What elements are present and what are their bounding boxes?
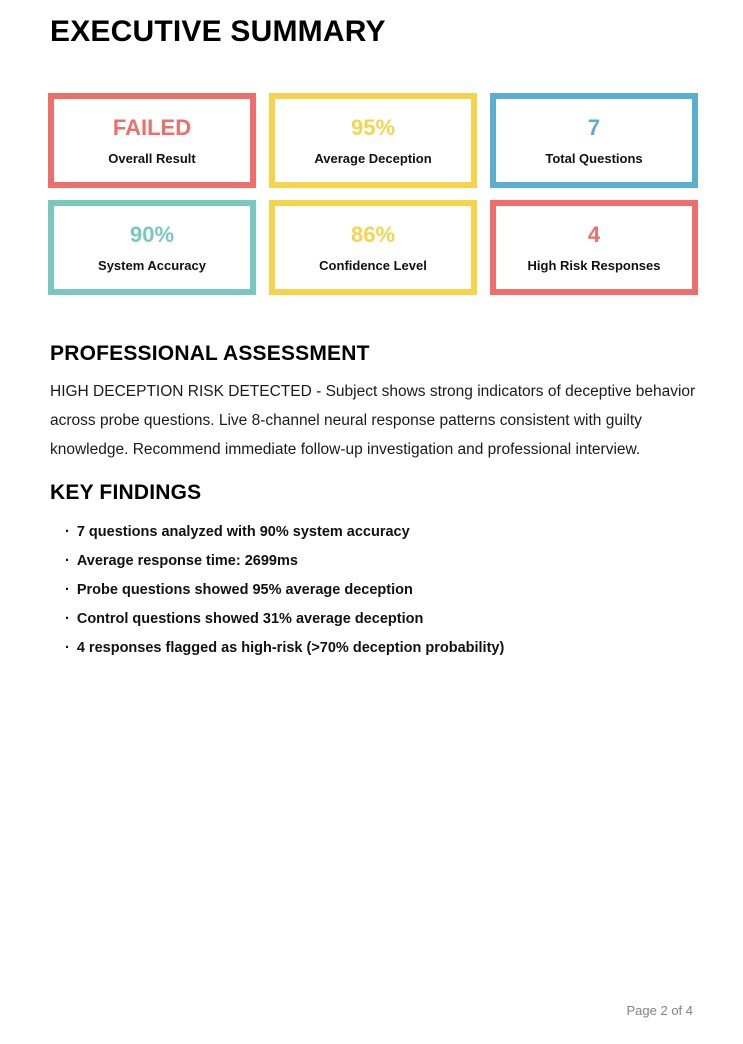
assessment-heading: PROFESSIONAL ASSESSMENT bbox=[50, 342, 370, 365]
stat-value: 86% bbox=[350, 221, 396, 247]
stat-value: 4 bbox=[587, 221, 601, 247]
stat-value: 95% bbox=[350, 114, 396, 140]
stat-label: Overall Result bbox=[108, 150, 196, 166]
stat-value: 90% bbox=[129, 221, 175, 247]
finding-item: · 7 questions analyzed with 90% system accuracy bbox=[65, 518, 685, 547]
assessment-body: HIGH DECEPTION RISK DETECTED - Subject shows strong indicators of deceptive behavior across probe questions. Live 8-channel neural response patterns consistent with guilty knowledge. Recommend immediate follow-up investigation and professional interview. bbox=[50, 383, 696, 458]
summary-cards bbox=[48, 93, 698, 295]
finding-item: · 4 responses flagged as high-risk (>70% deception probability) bbox=[65, 634, 685, 663]
finding-item: · Probe questions showed 95% average deception bbox=[65, 576, 685, 605]
stat-card-system-accuracy bbox=[48, 200, 256, 295]
stat-label: Total Questions bbox=[545, 150, 643, 166]
page-title: EXECUTIVE SUMMARY bbox=[50, 15, 386, 48]
stat-card-high-risk-responses bbox=[490, 200, 698, 295]
stat-label: Confidence Level bbox=[319, 257, 427, 273]
stat-card-confidence-level bbox=[269, 200, 477, 295]
stat-card-overall-result bbox=[48, 93, 256, 188]
key-findings-list bbox=[65, 518, 685, 663]
finding-item: · Average response time: 2699ms bbox=[65, 547, 685, 576]
stat-card-total-questions bbox=[490, 93, 698, 188]
key-findings-heading: KEY FINDINGS bbox=[50, 481, 202, 504]
stat-card-average-deception bbox=[269, 93, 477, 188]
page-number: Page 2 of 4 bbox=[626, 1003, 693, 1018]
stat-value: FAILED bbox=[112, 114, 192, 140]
finding-item: · Control questions showed 31% average deception bbox=[65, 605, 685, 634]
stat-label: Average Deception bbox=[314, 150, 432, 166]
stat-label: High Risk Responses bbox=[527, 257, 661, 273]
stat-label: System Accuracy bbox=[98, 257, 206, 273]
stat-value: 7 bbox=[587, 114, 601, 140]
